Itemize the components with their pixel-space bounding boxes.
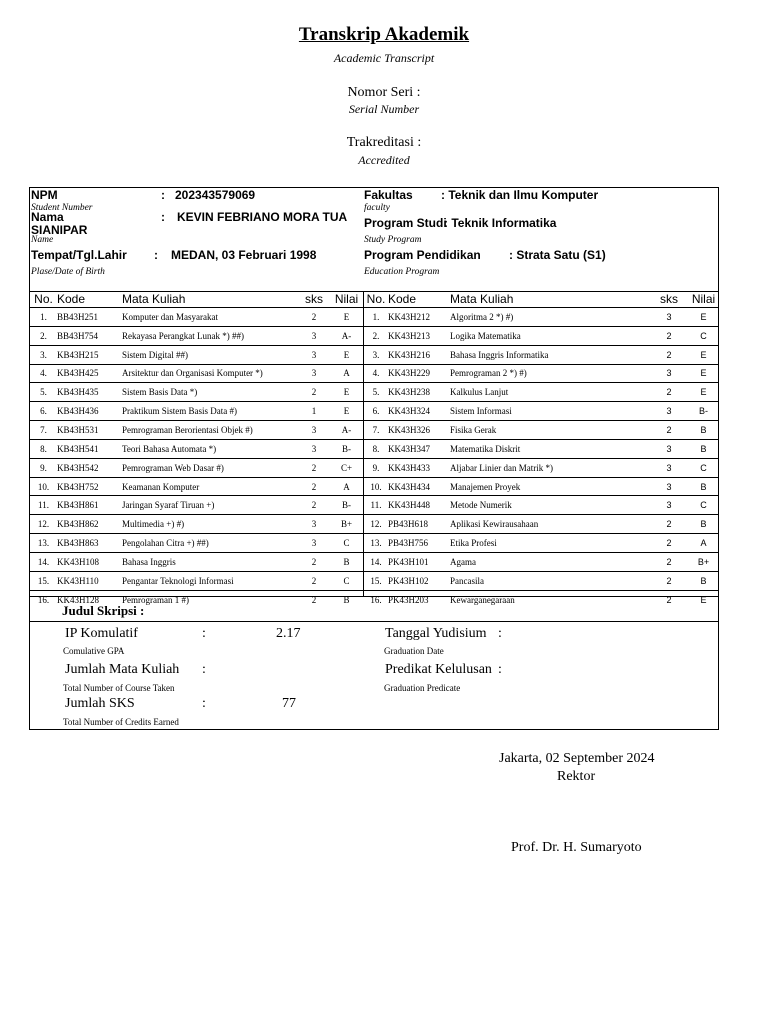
course-no: 2.: [30, 326, 57, 345]
edu-label: Program Pendidikan: [364, 248, 481, 262]
table-row: [364, 458, 718, 477]
course-name: Pemrograman 1 #): [122, 590, 298, 608]
table-row: [364, 439, 718, 458]
course-sks: 3: [298, 534, 330, 553]
course-no: 9.: [30, 458, 57, 477]
course-sks: 2: [649, 571, 689, 590]
course-code: KK43H213: [388, 326, 450, 345]
course-code: BB43H754: [57, 326, 122, 345]
table-row: [364, 515, 718, 534]
course-sks: 3: [649, 496, 689, 515]
npm-label: NPM: [31, 188, 58, 202]
table-row: [30, 308, 363, 327]
courses-count-label: Jumlah Mata Kuliah: [65, 662, 180, 677]
course-sks: 2: [298, 383, 330, 402]
course-no: 15.: [364, 571, 388, 590]
course-grade: E: [689, 345, 718, 364]
course-no: 9.: [364, 458, 388, 477]
course-code: KK43H229: [388, 364, 450, 383]
course-code: KK43H108: [57, 552, 122, 571]
course-name: Fisika Gerak: [450, 421, 649, 440]
birth-value: MEDAN, 03 Februari 1998: [171, 248, 317, 262]
table-row: [364, 364, 718, 383]
course-name: Multimedia +) #): [122, 515, 298, 534]
program-value: : Teknik Informatika: [444, 216, 557, 230]
course-name: Rekayasa Perangkat Lunak *) ##): [122, 326, 298, 345]
course-sks: 3: [298, 515, 330, 534]
course-code: KB43H436: [57, 402, 122, 421]
edu-label-en: Education Program: [364, 267, 440, 277]
course-name: Bahasa Inggris Informatika: [450, 345, 649, 364]
signature-role: Rektor: [557, 769, 596, 784]
course-sks: 2: [298, 496, 330, 515]
course-grade: E: [689, 383, 718, 402]
course-grade: B: [330, 552, 363, 571]
course-sks: 3: [298, 421, 330, 440]
course-sks: 2: [649, 326, 689, 345]
courses-count-label-en: Total Number of Course Taken: [63, 683, 175, 693]
course-no: 4.: [30, 364, 57, 383]
serial-label: Nomor Seri :: [347, 85, 421, 100]
name-value: KEVIN FEBRIANO MORA TUA: [177, 210, 348, 224]
course-name: Aplikasi Kewirausahaan: [450, 515, 649, 534]
accredited-label: Trakreditasi :: [346, 135, 422, 150]
course-grade: A: [330, 477, 363, 496]
birth-sep: :: [154, 248, 158, 262]
course-name: Agama: [450, 552, 649, 571]
course-sks: 2: [298, 590, 330, 608]
course-name: Kalkulus Lanjut: [450, 383, 649, 402]
table-row: [364, 477, 718, 496]
thesis-divider: [30, 621, 718, 622]
course-code: PK43H102: [388, 571, 450, 590]
course-sks: 2: [649, 534, 689, 553]
table-row: [364, 308, 718, 327]
course-sks: 2: [298, 571, 330, 590]
course-code: KK43H128: [57, 590, 122, 608]
course-code: KK43H347: [388, 439, 450, 458]
table-row: [364, 552, 718, 571]
table-row: [30, 439, 363, 458]
course-no: 15.: [30, 571, 57, 590]
course-code: KB43H435: [57, 383, 122, 402]
course-code: KK43H238: [388, 383, 450, 402]
course-code: KB43H863: [57, 534, 122, 553]
course-sks: 2: [298, 552, 330, 571]
course-sks: 2: [649, 552, 689, 571]
credits-label: Jumlah SKS: [65, 696, 135, 711]
course-code: PK43H203: [388, 590, 450, 608]
course-no: 13.: [364, 534, 388, 553]
course-grade: B-: [330, 496, 363, 515]
course-name: Teori Bahasa Automata *): [122, 439, 298, 458]
course-code: KB43H531: [57, 421, 122, 440]
course-name: Pemrograman 2 *) #): [450, 364, 649, 383]
course-sks: 2: [649, 590, 689, 608]
header-code: Kode: [388, 291, 417, 306]
course-grade: B: [689, 515, 718, 534]
course-no: 11.: [364, 496, 388, 515]
table-row: [30, 458, 363, 477]
course-no: 3.: [30, 345, 57, 364]
header-course: Mata Kuliah: [450, 291, 514, 306]
course-no: 7.: [364, 421, 388, 440]
course-name: Kewarganegaraan: [450, 590, 649, 608]
course-name: Manajemen Proyek: [450, 477, 649, 496]
course-code: KK43H434: [388, 477, 450, 496]
header-no: No.: [34, 291, 53, 306]
course-name: Metode Numerik: [450, 496, 649, 515]
course-code: KK43H448: [388, 496, 450, 515]
course-grade: B+: [689, 552, 718, 571]
table-bottom-divider: [30, 596, 718, 597]
course-grade: E: [689, 308, 718, 327]
courses-count-sep: :: [202, 662, 206, 677]
course-code: KB43H542: [57, 458, 122, 477]
course-name: Sistem Informasi: [450, 402, 649, 421]
course-sks: 3: [298, 439, 330, 458]
course-no: 13.: [30, 534, 57, 553]
course-name: Sistem Basis Data *): [122, 383, 298, 402]
course-code: BB43H251: [57, 308, 122, 327]
course-name: Arsitektur dan Organisasi Komputer *): [122, 364, 298, 383]
predicate-label-en: Graduation Predicate: [384, 683, 461, 693]
table-row: [30, 477, 363, 496]
document-title: Transkrip Akademik: [298, 24, 470, 45]
gpa-value: 2.17: [276, 626, 301, 641]
document-title-en: Academic Transcript: [333, 51, 435, 65]
table-row: [30, 571, 363, 590]
course-name: Pengolahan Citra +) ##): [122, 534, 298, 553]
serial-label-en: Serial Number: [348, 102, 420, 116]
course-no: 3.: [364, 345, 388, 364]
course-code: KK43H212: [388, 308, 450, 327]
table-row: [30, 421, 363, 440]
table-row: [364, 421, 718, 440]
course-code: PB43H618: [388, 515, 450, 534]
header-sks: sks: [305, 291, 323, 306]
course-sks: 3: [649, 402, 689, 421]
course-grade: B-: [689, 402, 718, 421]
course-sks: 3: [649, 458, 689, 477]
course-code: KK43H433: [388, 458, 450, 477]
course-grade: A-: [330, 326, 363, 345]
credits-label-en: Total Number of Credits Earned: [63, 717, 179, 727]
course-code: KB43H861: [57, 496, 122, 515]
course-sks: 3: [649, 439, 689, 458]
course-sks: 3: [298, 345, 330, 364]
course-sks: 2: [649, 515, 689, 534]
accredited-label-en: Accredited: [358, 153, 410, 167]
table-row: [364, 496, 718, 515]
course-no: 10.: [364, 477, 388, 496]
signature-name: Prof. Dr. H. Sumaryoto: [511, 840, 642, 855]
table-row: [30, 383, 363, 402]
course-no: 8.: [364, 439, 388, 458]
course-sks: 2: [298, 308, 330, 327]
course-grade: B: [689, 571, 718, 590]
course-grade: B-: [330, 439, 363, 458]
course-code: KK43H110: [57, 571, 122, 590]
header-grade: Nilai: [334, 291, 359, 306]
course-code: PB43H756: [388, 534, 450, 553]
course-code: KK43H326: [388, 421, 450, 440]
header-no: No.: [366, 291, 386, 306]
course-name: Aljabar Linier dan Matrik *): [450, 458, 649, 477]
courses-table-left: [30, 290, 363, 609]
yudisium-label-en: Graduation Date: [384, 646, 444, 656]
table-header-right: [364, 290, 718, 308]
yudisium-sep: :: [498, 626, 502, 641]
table-row: [364, 345, 718, 364]
table-row: [30, 515, 363, 534]
course-code: KB43H425: [57, 364, 122, 383]
table-row: [30, 364, 363, 383]
gpa-label-en: Comulative GPA: [63, 646, 125, 656]
table-row: [364, 402, 718, 421]
faculty-label: Fakultas: [364, 188, 413, 202]
course-sks: 2: [298, 458, 330, 477]
yudisium-label: Tanggal Yudisium: [385, 626, 487, 641]
program-label-en: Study Program: [364, 235, 422, 245]
thesis-title-label: Judul Skripsi :: [62, 603, 145, 618]
name-label-en: Name: [31, 235, 54, 245]
credits-value: 77: [282, 696, 296, 711]
table-row: [30, 552, 363, 571]
course-no: 7.: [30, 421, 57, 440]
npm-sep: :: [161, 188, 165, 202]
gpa-label: IP Komulatif: [65, 626, 138, 641]
courses-table-right: [364, 290, 718, 609]
header-course: Mata Kuliah: [122, 291, 186, 306]
course-name: Logika Matematika: [450, 326, 649, 345]
course-grade: E: [689, 590, 718, 608]
course-no: 1.: [364, 308, 388, 327]
course-name: Komputer dan Masyarakat: [122, 308, 298, 327]
course-grade: A: [330, 364, 363, 383]
course-name: Bahasa Inggris: [122, 552, 298, 571]
course-grade: E: [330, 402, 363, 421]
predicate-label: Predikat Kelulusan: [385, 662, 492, 677]
course-no: 1.: [30, 308, 57, 327]
course-name: Praktikum Sistem Basis Data #): [122, 402, 298, 421]
course-grade: C: [689, 496, 718, 515]
course-sks: 3: [649, 477, 689, 496]
course-sks: 3: [649, 308, 689, 327]
course-code: KB43H752: [57, 477, 122, 496]
course-name: Jaringan Syaraf Tiruan +): [122, 496, 298, 515]
table-row: [364, 571, 718, 590]
course-no: 14.: [364, 552, 388, 571]
credits-sep: :: [202, 696, 206, 711]
course-grade: C: [330, 571, 363, 590]
course-name: Pemrograman Berorientasi Objek #): [122, 421, 298, 440]
course-no: 4.: [364, 364, 388, 383]
transcript-box: [29, 187, 719, 730]
course-grade: B: [689, 439, 718, 458]
course-no: 6.: [30, 402, 57, 421]
course-no: 8.: [30, 439, 57, 458]
course-no: 12.: [364, 515, 388, 534]
course-no: 11.: [30, 496, 57, 515]
table-header-left: [30, 290, 363, 308]
course-code: KK43H324: [388, 402, 450, 421]
course-sks: 2: [649, 383, 689, 402]
course-sks: 2: [649, 421, 689, 440]
table-row: [30, 402, 363, 421]
course-name: Pancasila: [450, 571, 649, 590]
table-row: [30, 326, 363, 345]
course-sks: 3: [298, 364, 330, 383]
course-name: Keamanan Komputer: [122, 477, 298, 496]
course-grade: E: [330, 383, 363, 402]
table-row: [364, 383, 718, 402]
course-grade: B: [689, 421, 718, 440]
name-label: Nama: [31, 210, 64, 224]
course-grade: C: [330, 534, 363, 553]
course-name: Sistem Digital ##): [122, 345, 298, 364]
header-grade: Nilai: [691, 291, 716, 306]
course-grade: E: [330, 308, 363, 327]
course-code: KB43H215: [57, 345, 122, 364]
course-grade: E: [689, 364, 718, 383]
course-no: 16.: [30, 590, 57, 608]
birth-label: Tempat/Tgl.Lahir: [31, 248, 127, 262]
course-sks: 2: [649, 345, 689, 364]
course-name: Pengantar Teknologi Informasi: [122, 571, 298, 590]
course-sks: 3: [298, 326, 330, 345]
course-name: Pemrograman Web Dasar #): [122, 458, 298, 477]
name-value-line2: SIANIPAR: [31, 223, 88, 237]
gpa-sep: :: [202, 626, 206, 641]
table-row: [364, 534, 718, 553]
signature-place-date: Jakarta, 02 September 2024: [499, 751, 655, 766]
npm-value: 202343579069: [175, 188, 256, 202]
course-grade: B+: [330, 515, 363, 534]
course-grade: A: [689, 534, 718, 553]
course-code: PK43H101: [388, 552, 450, 571]
course-no: 10.: [30, 477, 57, 496]
course-code: KB43H862: [57, 515, 122, 534]
course-code: KK43H216: [388, 345, 450, 364]
course-grade: C: [689, 458, 718, 477]
header-code: Kode: [57, 291, 86, 306]
predicate-sep: :: [498, 662, 502, 677]
course-name: Algoritma 2 *) #): [450, 308, 649, 327]
course-sks: 3: [649, 364, 689, 383]
course-no: 2.: [364, 326, 388, 345]
course-no: 14.: [30, 552, 57, 571]
table-row: [30, 345, 363, 364]
table-row: [30, 534, 363, 553]
table-row: [30, 496, 363, 515]
course-no: 5.: [364, 383, 388, 402]
course-no: 6.: [364, 402, 388, 421]
table-row: [364, 326, 718, 345]
course-name: Etika Profesi: [450, 534, 649, 553]
course-grade: C: [689, 326, 718, 345]
course-sks: 1: [298, 402, 330, 421]
course-no: 12.: [30, 515, 57, 534]
course-grade: C+: [330, 458, 363, 477]
course-grade: B: [689, 477, 718, 496]
program-label: Program Studi: [364, 216, 447, 230]
course-grade: A-: [330, 421, 363, 440]
course-sks: 2: [298, 477, 330, 496]
course-no: 16.: [364, 590, 388, 608]
header-sks: sks: [660, 291, 678, 306]
name-sep: :: [161, 210, 165, 224]
course-grade: B: [330, 590, 363, 608]
faculty-label-en: faculty: [364, 203, 390, 213]
edu-value: : Strata Satu (S1): [509, 248, 606, 262]
birth-label-en: Plase/Date of Birth: [31, 267, 105, 277]
course-code: KB43H541: [57, 439, 122, 458]
npm-label-en: Student Number: [31, 203, 93, 213]
table-row: [364, 590, 718, 608]
course-name: Matematika Diskrit: [450, 439, 649, 458]
faculty-value: : Teknik dan Ilmu Komputer: [441, 188, 599, 202]
course-no: 5.: [30, 383, 57, 402]
course-grade: E: [330, 345, 363, 364]
